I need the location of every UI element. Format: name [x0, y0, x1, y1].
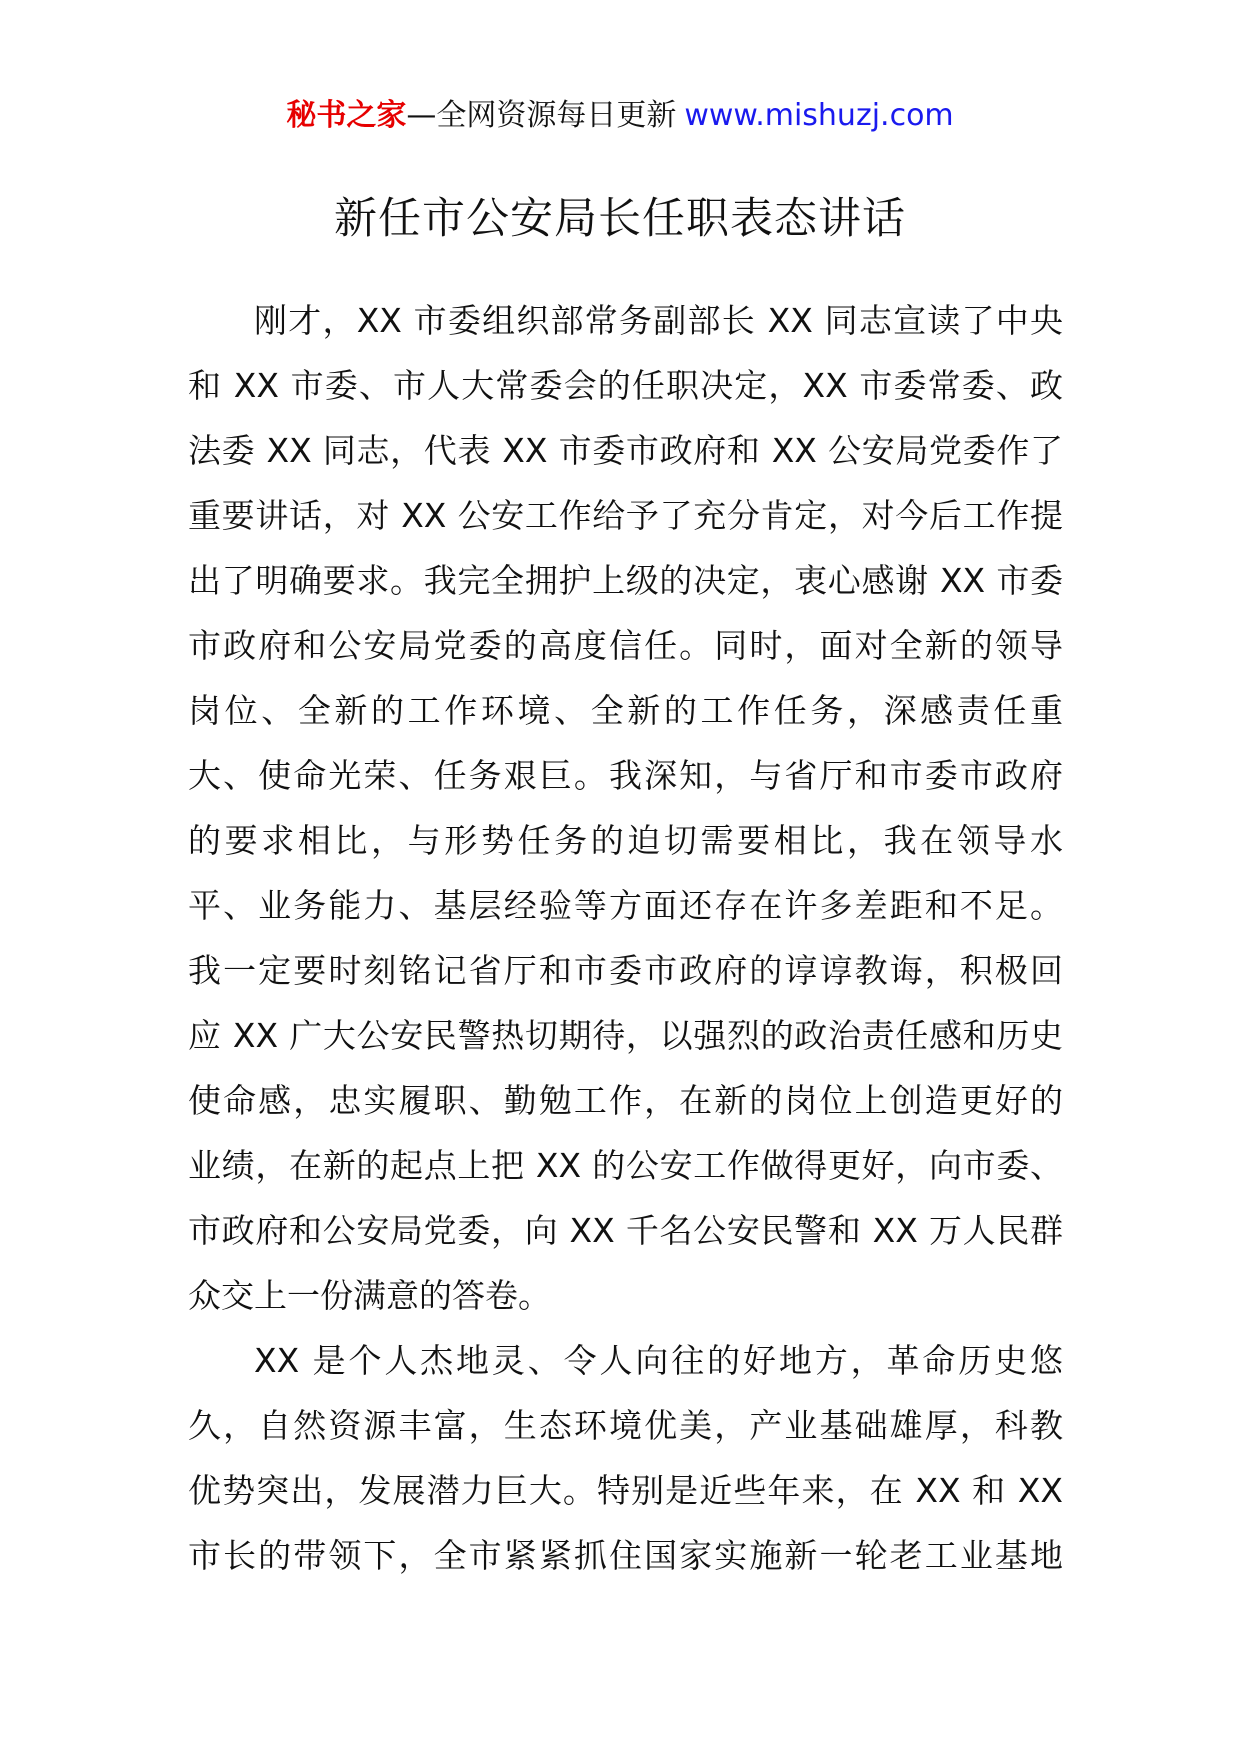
text-line: 平、业务能力、基层经验等方面还存在许多差距和不足。: [188, 886, 1063, 925]
text-line: 业绩，在新的起点上把 XX 的公安工作做得更好，向市委、: [188, 1146, 1063, 1185]
text-line: 大、使命光荣、任务艰巨。我深知，与省厅和市委市政府: [188, 756, 1063, 795]
text-line: XX 是个人杰地灵、令人向往的好地方，革命历史悠: [254, 1341, 1063, 1380]
text-line: 和 XX 市委、市人大常委会的任职决定，XX 市委常委、政: [188, 366, 1063, 405]
site-brand: 秘书之家: [286, 98, 407, 133]
text-line: 优势突出，发展潜力巨大。特别是近些年来，在 XX 和 XX: [188, 1471, 1063, 1510]
text-line: 的要求相比，与形势任务的迫切需要相比，我在领导水: [188, 821, 1063, 860]
document-title: 新任市公安局长任职表态讲话: [334, 193, 906, 244]
text-line: 重要讲话，对 XX 公安工作给予了充分肯定，对今后工作提: [188, 496, 1063, 535]
text-line: 使命感，忠实履职、勤勉工作，在新的岗位上创造更好的: [188, 1081, 1063, 1120]
site-header: [0, 96, 1240, 136]
text-line: 法委 XX 同志，代表 XX 市委市政府和 XX 公安局党委作了: [188, 431, 1063, 470]
text-line: 久，自然资源丰富，生态环境优美，产业基础雄厚，科教: [188, 1406, 1063, 1445]
text-line: 应 XX 广大公安民警热切期待，以强烈的政治责任感和历史: [188, 1016, 1063, 1055]
text-line: 刚才，XX 市委组织部常务副部长 XX 同志宣读了中央: [254, 301, 1063, 340]
site-slogan: —全网资源每日更新: [406, 98, 677, 133]
site-url-link[interactable]: www.mishuzj.com: [684, 98, 954, 133]
document-body: [188, 288, 1063, 1588]
text-line: 出了明确要求。我完全拥护上级的决定，衷心感谢 XX 市委: [188, 561, 1063, 600]
text-line: 市政府和公安局党委，向 XX 千名公安民警和 XX 万人民群: [188, 1211, 1063, 1250]
text-line: 市长的带领下，全市紧紧抓住国家实施新一轮老工业基地: [188, 1536, 1063, 1575]
text-line: 众交上一份满意的答卷。: [188, 1276, 551, 1315]
text-line: 市政府和公安局党委的高度信任。同时，面对全新的领导: [188, 626, 1063, 665]
text-line: 岗位、全新的工作环境、全新的工作任务，深感责任重: [188, 691, 1063, 730]
text-line: 我一定要时刻铭记省厅和市委市政府的谆谆教诲，积极回: [188, 951, 1063, 990]
